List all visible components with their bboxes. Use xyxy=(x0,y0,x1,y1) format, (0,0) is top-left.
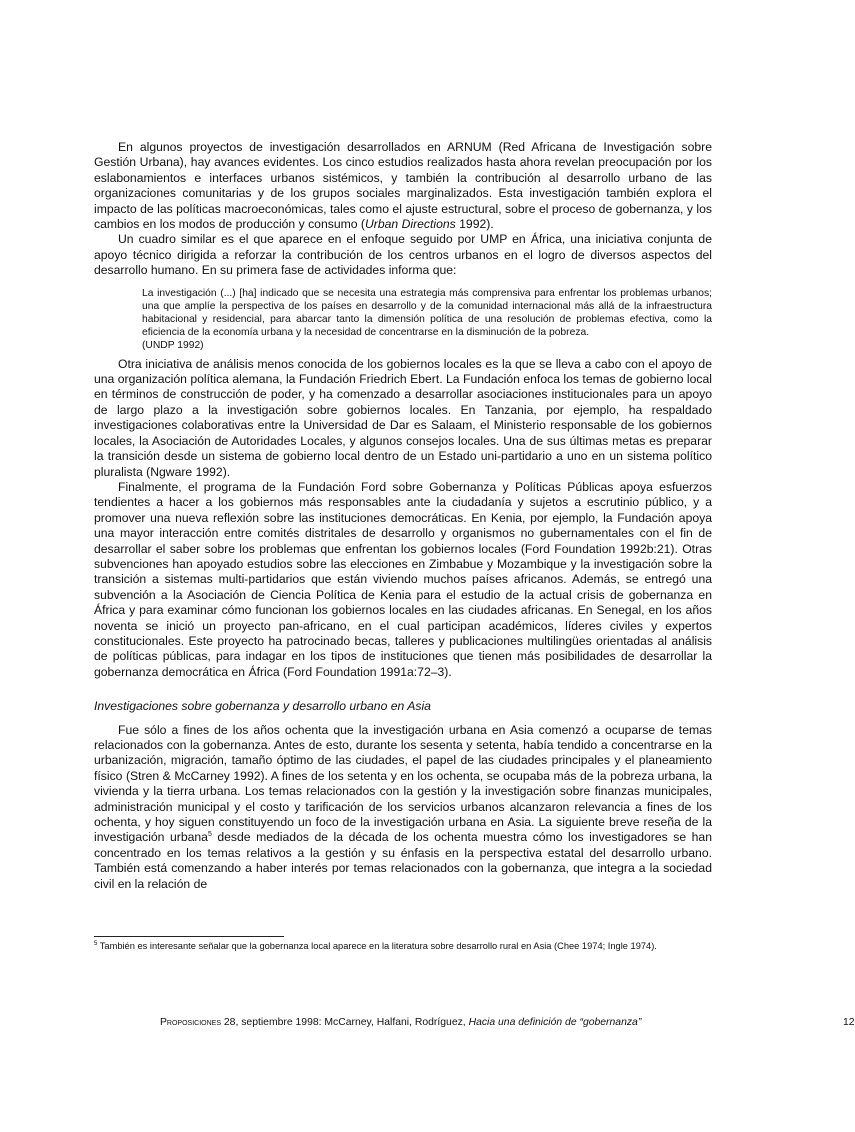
article-title: Hacia una definición de “gobernanza” xyxy=(468,1017,642,1028)
paragraph-text: 1992). xyxy=(455,217,494,232)
paragraph-text: desde mediados de la década de los ochenta muestra cómo los investigadores se han concentrado en los temas relativos a la gestión y su énfasis en la perspectiva estatal del desarrollo urbano. También está comenzando a haber interés por temas relacionados con la gobernanza, que integra a la sociedad civil en la relación de xyxy=(94,830,712,891)
footnote-marker: 5 xyxy=(94,940,98,947)
paragraph-arnum xyxy=(94,140,712,232)
document-body xyxy=(94,140,712,892)
paragraph-ford: Finalmente, el programa de la Fundación Ford sobre Gobernanza y Políticas Públicas apoya esfuerzos tendientes a hacer a los gobiernos más responsables ante la ciudadanía y sujetos a escrutinio público, y a promover una nueva reflexión sobre las instituciones democráticas. En Kenia, por ejemplo, la Fundación apoya una mayor interacción entre comités distritales de desarrollo y organismos no gubernamentales con el fin de desarrollar el saber sobre los problemas que enfrentan los gobiernos locales (Ford Foundation 1992b:21). Otras subvenciones han apoyado estudios sobre las elecciones en Zimbabue y Mozambique y la investigación sobre la transición a sistemas multi-partidarios que están viviendo muchos países africanos. Además, se entregó una subvención a la Asociación de Ciencia Política de Kenia para el estudio de la actual crisis de gobernanza en África y para examinar cómo funcionan los gobiernos locales en las ciudades africanas. En Senegal, en los años noventa se inició un proyecto pan-africano, en el cual participan académicos, líderes civiles y expertos constitucionales. Este proyecto ha patrocinado becas, talleres y publicaciones multilingües orientadas al análisis de políticas públicas, para indagar en los tipos de instituciones que tienen más posibilidades de desarrollar la gobernanza democrática en África (Ford Foundation 1991a:72–3). xyxy=(94,479,712,679)
paragraph-ump: Un cuadro similar es el que aparece en el enfoque seguido por UMP en África, una iniciativa conjunta de apoyo técnico dirigida a reforzar la contribución de los centros urbanos en el logro de diversos aspectos del desarrollo humano. En su primera fase de actividades informa que: xyxy=(94,232,712,278)
page-number: 12 xyxy=(843,1017,855,1028)
footnote-text: También es interesante señalar que la gobernanza local aparece en la literatura sobre desarrollo rural en Asia (Chee 1974; Ingle 1974). xyxy=(97,941,657,951)
paragraph-ebert: Otra iniciativa de análisis menos conocida de los gobiernos locales es la que se lleva a cabo con el apoyo de una organización política alemana, la Fundación Friedrich Ebert. La Fundación enfoca los temas de gobierno local en términos de construcción de poder, y ha comenzado a desarrollar asociaciones institucionales para un apoyo de largo plazo a la investigación sobre gobiernos locales. En Tanzania, por ejemplo, ha respaldado investigaciones colaborativas entre la Universidad de Dar es Salaam, el Ministerio responsable de los gobiernos locales, la Asociación de Autoridades Locales, y algunos consejos locales. Una de sus últimas metas es preparar la transición desde un sistema de gobierno local dentro de un Estado uni-partidario a uno en un sistema político pluralista (Ngware 1992). xyxy=(94,356,712,479)
block-quote xyxy=(142,287,712,353)
footnote xyxy=(94,940,712,952)
footnote-reference[interactable]: 5 xyxy=(207,831,212,839)
page-footer xyxy=(160,1017,855,1028)
quote-text: La investigación (...) [ha] indicado que se necesita una estrategia más comprensiva para enfrentar los problemas urbanos; una que amplíe la perspectiva de los países en desarrollo y de la comunidad internacional más allá de la infraestructura habitacional y residencial, para abarcar tanto la dimensión política de una resolución de problemas efectiva, como la eficiencia de la economía urbana y la necesidad de concentrarse en la disminución de la pobreza. xyxy=(142,287,712,339)
section-heading: Investigaciones sobre gobernanza y desarrollo urbano en Asia xyxy=(94,699,431,714)
issue-info: 28, septiembre 1998: McCarney, Halfani, Rodríguez, xyxy=(221,1017,469,1028)
quote-source: (UNDP 1992) xyxy=(142,340,204,352)
paragraph-text: Fue sólo a fines de los años ochenta que la investigación urbana en Asia comenzó a ocuparse de temas relacionados con la gobernanza. Antes de esto, durante los sesenta y setenta, había tendido a concentrarse en la urbanización, migración, tamaño óptimo de las ciudades, el papel de las ciudades principales y el planeamiento físico (Stren & McCarney 1992). A fines de los setenta y en los ochenta, se ocupaba más de la pobreza urbana, la vivienda y la tierra urbana. Los temas relacionados con la gestión y la investigación sobre finanzas municipales, administración municipal y el costo y tarificación de los servicios urbanos alcanzaron relevancia a fines de los ochenta, y hoy siguen constituyendo un foco de la investigación urbana en Asia. La siguiente breve reseña de la investigación urbana xyxy=(94,722,712,845)
citation-title: Urban Directions xyxy=(364,217,456,232)
paragraph-text: En algunos proyectos de investigación desarrollados en ARNUM (Red Africana de Investigación sobre Gestión Urbana), hay avances evidentes. Los cinco estudios realizados hasta ahora revelan preocupación por los eslabonamientos e interfaces urbanos sistémicos, y también la contribución al desarrollo urbano de las organizaciones comunitarias y de los grupos sociales marginalizados. Esta investigación también explora el impacto de las políticas macroeconómicas, tales como el ajuste estructural, sobre el proceso de gobernanza, y los cambios en los modos de producción y consumo ( xyxy=(94,140,712,232)
footnote-divider xyxy=(94,936,284,937)
journal-name: Proposiciones xyxy=(160,1017,221,1028)
paragraph-asia xyxy=(94,723,712,892)
